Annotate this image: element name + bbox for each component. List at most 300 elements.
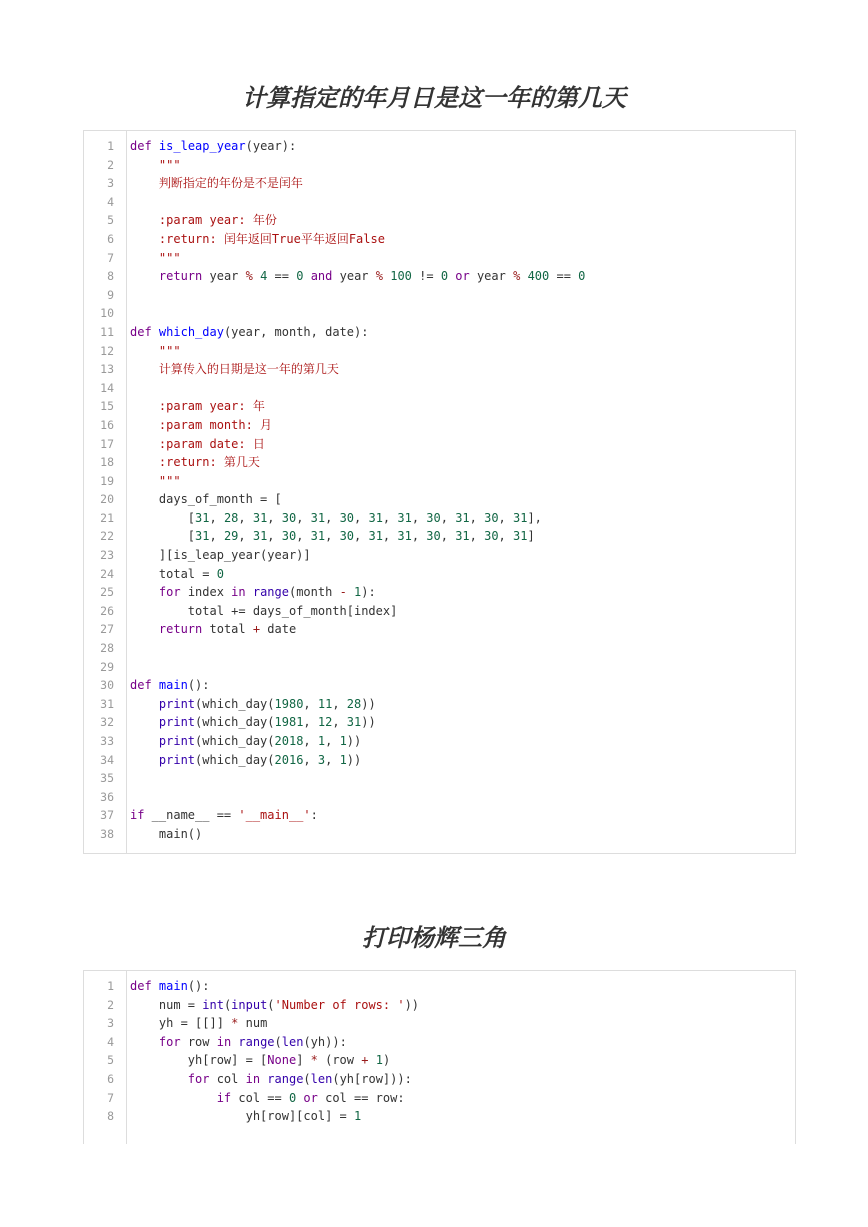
code-line <box>84 639 795 658</box>
code-line <box>84 342 795 361</box>
code-text <box>114 379 130 398</box>
code-token: 31 <box>455 529 470 544</box>
code-token: 30 <box>281 529 297 544</box>
code-token: * <box>310 1053 318 1068</box>
code-token: 1980 <box>274 696 304 711</box>
code-line <box>84 546 795 565</box>
code-text <box>114 1033 347 1052</box>
code-line <box>84 1033 795 1052</box>
gutter-divider <box>126 131 127 853</box>
code-line <box>84 1014 795 1033</box>
code-text <box>114 527 535 546</box>
line-number: 4 <box>107 1034 114 1049</box>
code-line <box>84 137 795 156</box>
code-token: for <box>158 1034 181 1049</box>
code-line <box>84 620 795 639</box>
code-block-which-day <box>83 130 796 854</box>
code-token: (which_day( <box>195 715 275 730</box>
code-token: return <box>158 622 203 637</box>
code-text <box>114 267 585 286</box>
code-token: ], <box>527 510 542 525</box>
line-number: 10 <box>100 306 114 321</box>
line-number: 19 <box>100 473 114 488</box>
code-token <box>130 455 159 469</box>
code-token: 31 <box>252 529 268 544</box>
code-token: :param date: 日 <box>158 436 265 451</box>
code-token <box>130 1072 188 1086</box>
code-token: 1 <box>375 1053 383 1068</box>
code-token: , <box>238 510 253 525</box>
code-token: , <box>303 734 318 748</box>
line-number: 14 <box>100 380 114 395</box>
code-token <box>152 325 159 339</box>
code-token: , <box>332 696 347 711</box>
code-token: year <box>469 269 514 284</box>
code-token: [ <box>130 529 196 544</box>
code-text <box>114 546 311 565</box>
code-token: , <box>303 696 318 711</box>
code-token: , <box>325 510 340 525</box>
code-line <box>84 1070 795 1089</box>
code-token: , <box>303 715 318 730</box>
code-line <box>84 996 795 1015</box>
code-line <box>84 286 795 305</box>
code-token: :return: 第几天 <box>158 455 260 470</box>
line-number: 36 <box>100 789 114 804</box>
code-token: , <box>382 510 398 525</box>
code-token: for <box>187 1071 210 1086</box>
code-token: (): <box>187 678 210 693</box>
code-token: % <box>513 269 521 284</box>
line-number: 12 <box>100 343 114 358</box>
section-title-which-day: 计算指定的年月日是这一年的第几天 <box>242 84 626 112</box>
code-text <box>114 565 224 584</box>
code-token: )) <box>361 715 376 730</box>
code-line <box>84 751 795 770</box>
code-token: , <box>354 529 369 544</box>
code-token: 4 <box>260 269 268 284</box>
code-token: def <box>130 139 152 153</box>
code-line <box>84 806 795 825</box>
code-token: 31 <box>455 510 470 525</box>
code-token: which_day <box>158 324 224 339</box>
code-token: year <box>202 269 246 284</box>
code-token: 判断指定的年份是不是闰年 <box>158 176 303 191</box>
code-token <box>130 697 159 711</box>
code-token: and <box>310 269 333 284</box>
code-text <box>114 825 202 844</box>
code-token: print <box>158 734 196 748</box>
line-number: 1 <box>107 139 114 153</box>
code-token: :return: 闰年返回True平年返回False <box>158 231 385 246</box>
code-token: main <box>158 979 188 993</box>
code-token: print <box>158 752 196 767</box>
line-number: 24 <box>100 566 114 581</box>
code-line <box>84 379 795 398</box>
code-token: 0 <box>296 269 304 284</box>
line-number: 6 <box>107 231 114 246</box>
code-token: , <box>440 529 456 544</box>
code-token: input <box>231 997 268 1012</box>
gutter-divider <box>126 971 127 1144</box>
code-token: (year): <box>245 139 297 153</box>
code-token: )) <box>346 752 362 767</box>
code-text <box>114 788 130 807</box>
code-token: len <box>310 1071 333 1086</box>
code-token: , <box>325 529 340 544</box>
code-token <box>130 418 159 432</box>
code-token: (which_day( <box>195 734 275 748</box>
code-token: 31 <box>195 510 210 525</box>
code-token: print <box>158 715 196 730</box>
code-line <box>84 732 795 751</box>
code-token: , <box>209 510 224 525</box>
code-line <box>84 453 795 472</box>
code-text <box>114 323 368 342</box>
code-token: ( <box>267 997 275 1012</box>
code-token: 31 <box>346 715 362 730</box>
code-token <box>130 1035 159 1049</box>
code-token <box>130 1091 217 1105</box>
code-token: (month <box>288 585 340 600</box>
code-token <box>246 585 253 599</box>
code-token: 计算传入的日期是这一年的第几天 <box>158 362 339 377</box>
code-line <box>84 1051 795 1070</box>
code-token: main() <box>130 826 203 841</box>
code-token: (yh[row])): <box>332 1071 412 1086</box>
code-token <box>152 979 159 993</box>
code-text <box>114 211 277 230</box>
code-token <box>130 362 159 376</box>
code-text <box>114 732 361 751</box>
code-token <box>130 734 159 748</box>
line-number: 6 <box>107 1071 114 1086</box>
code-text <box>114 193 130 212</box>
code-token: 31 <box>310 529 326 544</box>
code-text <box>114 230 385 249</box>
code-token: 'Number of rows: ' <box>274 997 405 1012</box>
line-number: 20 <box>100 492 114 507</box>
code-token <box>520 269 527 283</box>
code-line <box>84 397 795 416</box>
code-token: yh[row][col] = <box>130 1109 354 1124</box>
code-text <box>114 676 210 695</box>
code-token: 30 <box>484 510 499 525</box>
code-token <box>303 269 310 283</box>
code-token: ] <box>296 1053 311 1068</box>
code-line <box>84 658 795 677</box>
code-token: 31 <box>368 510 383 525</box>
line-number: 28 <box>100 641 114 656</box>
code-text <box>114 806 318 825</box>
code-token <box>130 585 159 599</box>
code-token <box>130 251 159 265</box>
code-block-yanghui-triangle <box>83 970 796 1144</box>
code-token: def <box>130 324 152 339</box>
line-number: 16 <box>100 417 114 432</box>
line-number: 33 <box>100 734 114 748</box>
code-token: days_of_month = [ <box>130 492 282 507</box>
code-token <box>130 715 159 729</box>
code-text <box>114 137 296 156</box>
code-token: for <box>158 585 181 600</box>
code-token: + <box>252 622 261 637</box>
code-token: 31 <box>195 529 210 544</box>
code-token <box>130 399 159 413</box>
code-token: (year, month, date): <box>223 324 369 339</box>
code-token: or <box>303 1090 318 1105</box>
code-token: 100 <box>390 269 412 284</box>
code-token: (): <box>187 979 210 993</box>
code-token: 2018 <box>274 734 304 748</box>
line-number: 21 <box>100 510 114 525</box>
code-token: , <box>354 510 369 525</box>
code-token: 28 <box>223 510 239 525</box>
code-token: :param year: 年 <box>158 399 265 414</box>
code-token: yh = [[]] <box>130 1016 232 1031</box>
code-token: :param month: 月 <box>158 417 273 432</box>
code-token: 1981 <box>274 715 304 730</box>
code-line <box>84 267 795 286</box>
code-token: (yh)): <box>303 1034 347 1049</box>
code-token: col <box>209 1071 246 1086</box>
code-token: 30 <box>281 510 297 525</box>
code-token: return <box>158 269 203 284</box>
line-number: 30 <box>100 678 114 693</box>
code-token: total <box>202 622 253 637</box>
code-token <box>130 158 159 172</box>
code-token <box>130 176 159 190</box>
line-number: 2 <box>107 997 114 1012</box>
code-text <box>114 1051 390 1070</box>
line-number: 13 <box>100 362 114 377</box>
code-token: , <box>440 510 456 525</box>
line-number: 26 <box>100 603 114 618</box>
line-number: 4 <box>107 194 114 209</box>
code-text <box>114 713 376 732</box>
line-number: 17 <box>100 436 114 451</box>
code-token: , <box>498 510 513 525</box>
code-token: , <box>411 510 427 525</box>
code-token: + <box>361 1053 369 1068</box>
code-text <box>114 996 419 1015</box>
code-token: 28 <box>346 696 362 711</box>
code-token: def <box>130 678 152 693</box>
code-line <box>84 249 795 268</box>
code-token: 30 <box>484 529 499 544</box>
code-token: , <box>296 510 311 525</box>
code-line <box>84 211 795 230</box>
code-token: total += days_of_month[index] <box>130 603 398 618</box>
code-token: 400 <box>527 269 550 284</box>
code-token <box>152 678 159 692</box>
code-token: 1 <box>353 1109 362 1124</box>
code-token: )) <box>346 734 362 748</box>
code-text <box>114 1070 412 1089</box>
code-text <box>114 977 210 996</box>
code-token: , <box>498 529 513 544</box>
code-token: , <box>267 529 282 544</box>
code-text <box>114 472 181 491</box>
code-token: 30 <box>426 529 441 544</box>
code-token: ( <box>303 1071 311 1086</box>
code-token: if <box>130 808 145 823</box>
code-text <box>114 1107 361 1126</box>
code-token <box>347 585 354 599</box>
code-token: ( <box>223 997 232 1012</box>
code-token: 31 <box>368 529 383 544</box>
code-token <box>368 1053 375 1067</box>
code-token: 1 <box>339 752 347 767</box>
code-line <box>84 527 795 546</box>
code-token: , <box>325 752 340 767</box>
code-line <box>84 788 795 807</box>
line-number: 15 <box>100 399 114 414</box>
code-token: , <box>303 752 318 767</box>
code-token: 31 <box>310 510 326 525</box>
code-token: : <box>310 808 318 823</box>
code-token: (which_day( <box>195 752 275 767</box>
code-token: """ <box>158 250 181 265</box>
code-token: main <box>158 678 188 693</box>
code-token: , <box>325 734 340 748</box>
code-token: 2016 <box>274 752 304 767</box>
code-token: 30 <box>339 529 355 544</box>
code-text <box>114 249 181 268</box>
code-token: 0 <box>578 269 586 284</box>
code-text <box>114 769 130 788</box>
code-token: or <box>455 269 470 284</box>
code-token: == <box>549 269 579 284</box>
code-line <box>84 1107 795 1126</box>
code-token <box>130 753 159 767</box>
code-token: None <box>267 1053 297 1068</box>
code-token: print <box>158 696 196 711</box>
line-number: 38 <box>100 826 114 841</box>
code-token: ][is_leap_year(year)] <box>130 548 311 563</box>
code-text <box>114 1014 267 1033</box>
code-token: == <box>267 269 297 284</box>
code-token: , <box>382 529 398 544</box>
code-line <box>84 695 795 714</box>
code-token: row <box>180 1034 217 1049</box>
code-text <box>114 583 376 602</box>
code-line <box>84 509 795 528</box>
code-text <box>114 453 260 472</box>
code-token: , <box>332 715 347 730</box>
code-token: , <box>296 529 311 544</box>
code-token: num = <box>130 997 203 1012</box>
code-line <box>84 193 795 212</box>
code-token: )) <box>404 997 420 1012</box>
code-text <box>114 342 181 361</box>
code-token: range <box>238 1034 275 1049</box>
line-number: 8 <box>107 269 114 284</box>
code-token: col == <box>231 1090 289 1105</box>
code-line <box>84 323 795 342</box>
code-token: num <box>238 1016 268 1031</box>
code-token: ) <box>382 1053 391 1068</box>
code-token: total = <box>130 566 217 581</box>
code-line <box>84 977 795 996</box>
code-token: range <box>252 585 289 600</box>
code-token: 30 <box>339 510 355 525</box>
code-token: ] <box>527 529 535 544</box>
code-token <box>152 139 159 153</box>
code-text <box>114 397 265 416</box>
code-token: date <box>260 622 297 637</box>
code-token: """ <box>158 157 181 172</box>
code-token: """ <box>158 343 181 358</box>
code-token: 3 <box>317 752 326 767</box>
code-token: in <box>245 1071 261 1086</box>
line-number: 3 <box>107 1016 114 1031</box>
code-token: )) <box>361 696 376 711</box>
code-token: col == row: <box>317 1090 405 1105</box>
code-token <box>130 232 159 246</box>
line-number: 35 <box>100 771 114 786</box>
line-number: 7 <box>107 1090 114 1105</box>
code-text <box>114 751 361 770</box>
code-token: , <box>267 510 282 525</box>
code-token: 1 <box>339 734 347 748</box>
line-number: 8 <box>107 1109 114 1124</box>
line-number: 27 <box>100 622 114 637</box>
code-token: int <box>202 997 224 1012</box>
code-token: 12 <box>317 715 333 730</box>
code-token: range <box>267 1071 304 1086</box>
code-token: len <box>281 1034 304 1049</box>
code-token: - <box>339 585 347 600</box>
code-token: ): <box>361 585 376 600</box>
code-line <box>84 602 795 621</box>
line-number: 23 <box>100 548 114 563</box>
code-text <box>114 286 130 305</box>
code-line <box>84 490 795 509</box>
code-token: * <box>231 1016 239 1031</box>
code-text <box>114 416 272 435</box>
code-text <box>114 435 265 454</box>
code-line <box>84 174 795 193</box>
code-text <box>114 360 339 379</box>
code-token: 11 <box>317 696 333 711</box>
line-number: 37 <box>100 808 114 823</box>
code-line <box>84 304 795 323</box>
code-token: in <box>231 585 246 600</box>
code-text <box>114 156 181 175</box>
code-line <box>84 583 795 602</box>
code-token: :param year: 年份 <box>158 213 277 228</box>
code-line <box>84 676 795 695</box>
code-token: 31 <box>252 510 268 525</box>
line-number: 11 <box>100 324 114 339</box>
code-text <box>114 490 282 509</box>
code-token: 30 <box>426 510 441 525</box>
code-text <box>114 695 376 714</box>
code-token: """ <box>158 473 181 488</box>
code-token: 31 <box>513 529 528 544</box>
code-token: 0 <box>216 566 224 581</box>
line-number: 5 <box>107 1053 114 1068</box>
code-token: 31 <box>397 510 412 525</box>
code-token: , <box>209 529 224 544</box>
code-line <box>84 769 795 788</box>
code-token: ( <box>274 1034 282 1049</box>
code-text <box>114 620 296 639</box>
line-number: 31 <box>100 696 114 711</box>
code-line <box>84 1089 795 1108</box>
code-token: != <box>411 269 441 284</box>
